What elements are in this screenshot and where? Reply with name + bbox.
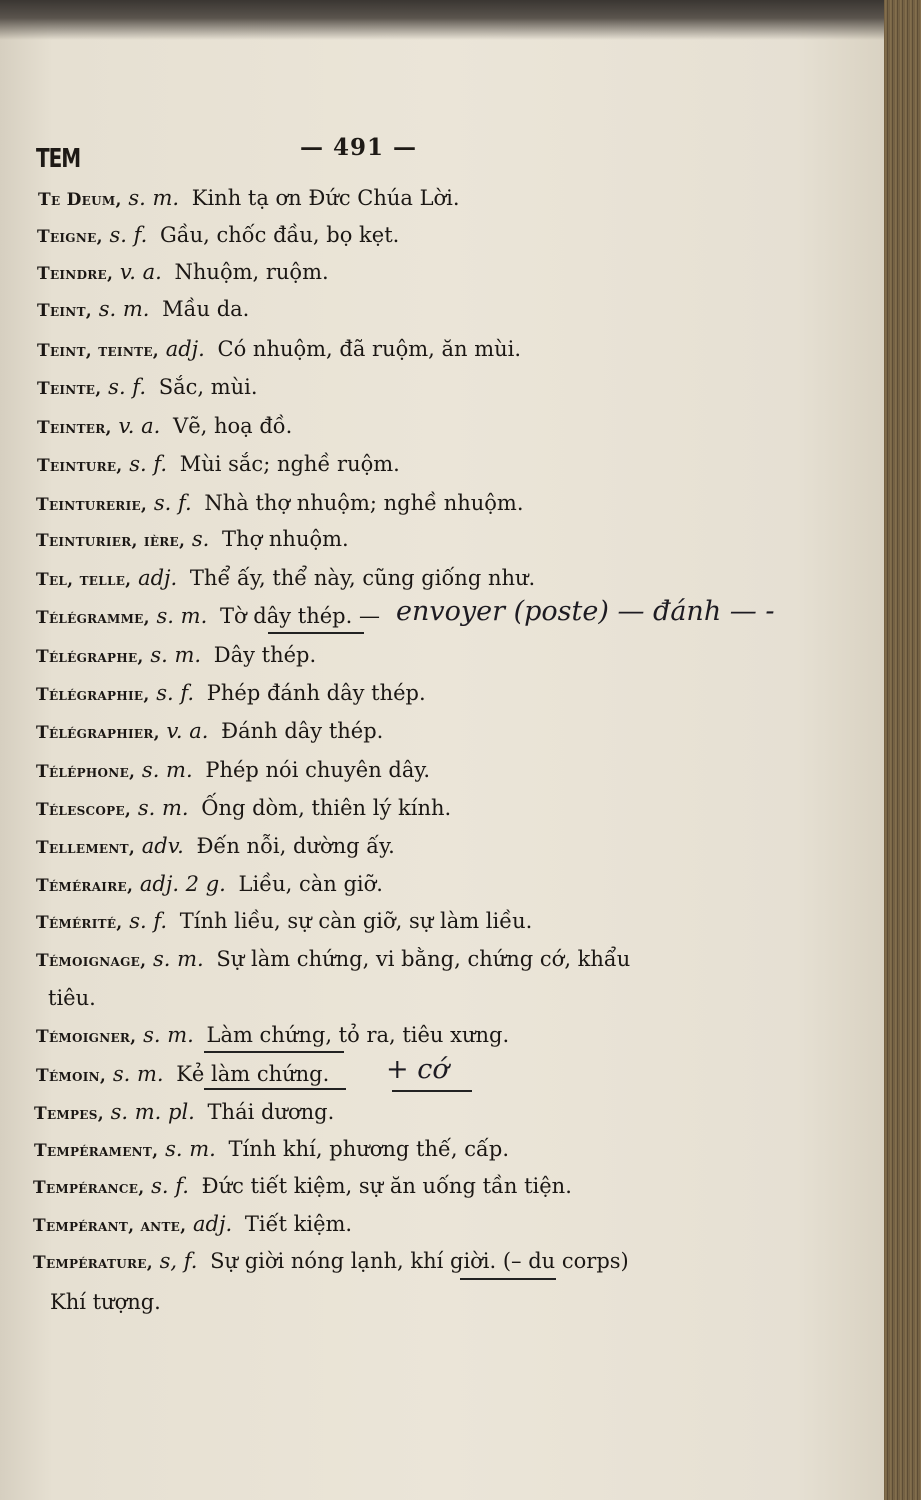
grammar: adj. 2 g. bbox=[139, 872, 226, 896]
headword: Tempérament, bbox=[34, 1141, 159, 1161]
entry-teinter bbox=[37, 413, 292, 441]
entry-tel-telle bbox=[36, 565, 535, 593]
grammar: s. f. bbox=[153, 491, 192, 515]
definition: Kinh tạ ơn Đức Chúa Lời. bbox=[191, 186, 460, 210]
entry-temoin bbox=[36, 1061, 329, 1089]
entry-telescope bbox=[36, 795, 451, 823]
headword: Teindre, bbox=[37, 264, 114, 284]
headword: Témoin, bbox=[36, 1066, 107, 1086]
headword: Température, bbox=[33, 1253, 153, 1273]
headword: Téléphone, bbox=[36, 762, 136, 782]
headword: Tellement, bbox=[36, 838, 136, 858]
headword: Teigne, bbox=[37, 227, 103, 247]
handwritten-note-telegramme: envoyer (poste) — đánh — - bbox=[396, 596, 775, 627]
underline-khi-gioi bbox=[460, 1278, 556, 1280]
headword: Tempérance, bbox=[33, 1178, 145, 1198]
definition: Ống dòm, thiên lý kính. bbox=[201, 796, 452, 820]
grammar: adj. bbox=[193, 1212, 233, 1236]
grammar: adj. bbox=[165, 337, 205, 361]
handwritten-note-temoin: + cớ bbox=[386, 1054, 449, 1085]
headword: Témoignage, bbox=[36, 951, 147, 971]
grammar: s. f. bbox=[129, 909, 168, 933]
underline-lam-chung bbox=[204, 1051, 344, 1053]
headword: Tempérant, ante, bbox=[33, 1216, 187, 1236]
definition: Tính liều, sự càn giỡ, sự làm liều. bbox=[179, 909, 533, 933]
headword: Teinture, bbox=[37, 456, 123, 476]
definition: Thợ nhuộm. bbox=[222, 527, 349, 551]
entry-temerite bbox=[36, 908, 532, 936]
definition: Phép nói chuyên dây. bbox=[205, 758, 431, 782]
headword: Te Deum, bbox=[38, 190, 122, 210]
headword: Télégraphier, bbox=[36, 723, 160, 743]
definition: Sắc, mùi. bbox=[158, 375, 258, 399]
definition: Sự làm chứng, vi bằng, chứng cớ, khẩu bbox=[216, 947, 631, 971]
definition: Thể ấy, thể này, cũng giống như. bbox=[189, 566, 536, 590]
headword: Tel, telle, bbox=[36, 570, 132, 590]
running-head: TEM bbox=[36, 142, 81, 174]
definition: Mùi sắc; nghề ruộm. bbox=[179, 452, 400, 476]
entry-teint bbox=[37, 296, 249, 324]
headword: Teinturier, ière, bbox=[36, 531, 186, 551]
entry-temeraire bbox=[36, 871, 383, 899]
grammar: s. f. bbox=[108, 375, 146, 399]
entry-teigne bbox=[37, 222, 399, 250]
definition: Vẽ, hoạ đồ. bbox=[173, 414, 293, 438]
entry-te-deum bbox=[38, 185, 460, 213]
grammar: s. m. pl. bbox=[110, 1100, 195, 1124]
definition: Có nhuộm, đã ruộm, ăn mùi. bbox=[217, 337, 522, 361]
definition: Liều, càn giỡ. bbox=[238, 872, 383, 896]
grammar: s. m. bbox=[165, 1137, 216, 1161]
grammar: v. a. bbox=[119, 260, 162, 284]
headword: Teint, bbox=[37, 301, 93, 321]
definition: Tính khí, phương thế, cấp. bbox=[228, 1137, 510, 1161]
grammar: s. bbox=[191, 527, 210, 551]
entry-temperature bbox=[33, 1248, 629, 1276]
grammar: adv. bbox=[141, 834, 184, 858]
entry-teinturerie bbox=[36, 490, 524, 518]
entry-teinturier bbox=[36, 526, 349, 554]
entry-telegraphe bbox=[36, 642, 316, 670]
entry-telegraphier bbox=[36, 718, 383, 746]
definition: Dây thép. bbox=[213, 643, 317, 667]
headword: Tempes, bbox=[34, 1104, 104, 1124]
grammar: s. f. bbox=[151, 1174, 189, 1198]
entry-telegraphie bbox=[36, 680, 426, 708]
entry-temoignage bbox=[36, 946, 630, 974]
entry-teinture bbox=[37, 451, 400, 479]
underline-lam-chung-2 bbox=[204, 1088, 346, 1090]
headword: Teinte, bbox=[37, 379, 102, 399]
page-number: — 491 — bbox=[300, 134, 418, 161]
entry-teint-teinte bbox=[37, 336, 521, 364]
headword: Teinter, bbox=[37, 418, 112, 438]
entry-tellement bbox=[36, 833, 395, 861]
headword: Témérité, bbox=[36, 913, 123, 933]
entry-continuation: Khí tượng. bbox=[50, 1290, 161, 1314]
entry-temoigner bbox=[36, 1022, 509, 1050]
headword: Témoigner, bbox=[36, 1027, 137, 1047]
headword: Téméraire, bbox=[36, 876, 134, 896]
grammar: s. f. bbox=[156, 681, 195, 705]
definition: Đánh dây thép. bbox=[221, 719, 384, 743]
definition: Mầu da. bbox=[162, 297, 250, 321]
definition: Kẻ làm chứng. bbox=[176, 1062, 330, 1086]
headword: Télégraphe, bbox=[36, 647, 144, 667]
headword: Teint, teinte, bbox=[37, 341, 159, 361]
entry-telegramme bbox=[36, 603, 380, 631]
entry-temperant bbox=[33, 1211, 352, 1239]
definition: Thái dương. bbox=[207, 1100, 335, 1124]
definition: Gầu, chốc đầu, bọ kẹt. bbox=[160, 223, 400, 247]
grammar: s. m. bbox=[150, 643, 202, 667]
entry-tempes bbox=[34, 1099, 334, 1127]
grammar: s. m. bbox=[137, 796, 189, 820]
grammar: s. f. bbox=[109, 223, 148, 247]
headword: Télégramme, bbox=[36, 608, 150, 628]
grammar: s. f. bbox=[129, 452, 168, 476]
underline-day-thep bbox=[268, 632, 364, 634]
definition: Nhà thợ nhuộm; nghề nhuộm. bbox=[204, 491, 524, 515]
grammar: s, f. bbox=[159, 1249, 198, 1273]
definition: Đức tiết kiệm, sự ăn uống tần tiện. bbox=[201, 1174, 572, 1198]
book-fore-edge bbox=[884, 0, 921, 1500]
underline-co bbox=[392, 1090, 472, 1092]
entry-teindre bbox=[37, 259, 329, 287]
entry-temperament bbox=[34, 1136, 509, 1164]
definition: Phép đánh dây thép. bbox=[206, 681, 426, 705]
definition: Đến nỗi, dường ấy. bbox=[196, 834, 395, 858]
grammar: s. m. bbox=[152, 947, 204, 971]
definition: Nhuộm, ruộm. bbox=[174, 260, 329, 284]
entry-telephone bbox=[36, 757, 430, 785]
entry-continuation: tiêu. bbox=[48, 986, 96, 1010]
entry-temperance bbox=[33, 1173, 572, 1201]
grammar: s. m. bbox=[143, 1023, 194, 1047]
grammar: s. m. bbox=[98, 297, 150, 321]
entry-teinte bbox=[37, 374, 258, 402]
headword: Teinturerie, bbox=[36, 495, 148, 515]
grammar: v. a. bbox=[166, 719, 209, 743]
grammar: s. m. bbox=[156, 604, 208, 628]
headword: Télescope, bbox=[36, 800, 132, 820]
definition: Tờ dây thép. — bbox=[219, 604, 380, 628]
grammar: adj. bbox=[138, 566, 178, 590]
grammar: v. a. bbox=[118, 414, 161, 438]
definition: Tiết kiệm. bbox=[244, 1212, 353, 1236]
grammar: s. m. bbox=[112, 1062, 164, 1086]
definition: Sự giời nóng lạnh, khí giời. (– du corps) bbox=[210, 1249, 629, 1273]
grammar: s. m. bbox=[128, 186, 180, 210]
grammar: s. m. bbox=[141, 758, 193, 782]
definition: Làm chứng, tỏ ra, tiêu xưng. bbox=[206, 1023, 510, 1047]
headword: Télégraphie, bbox=[36, 685, 150, 705]
